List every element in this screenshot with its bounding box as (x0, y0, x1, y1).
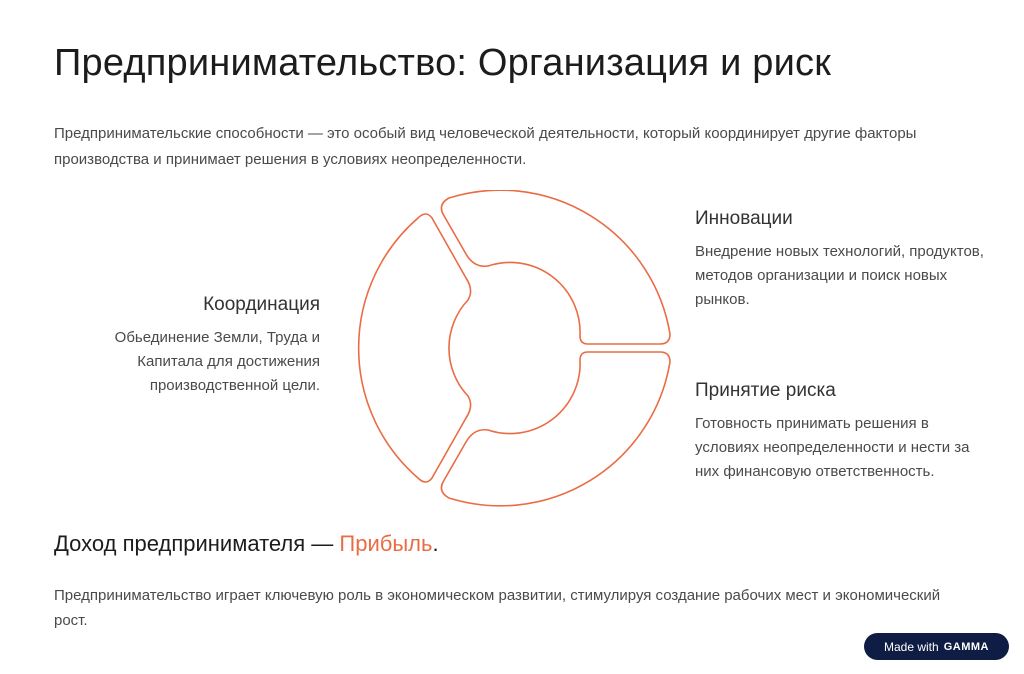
page-title: Предпринимательство: Организация и риск (54, 42, 832, 84)
risk-text: Готовность принимать решения в условиях неопределенности и нести за них финансовую ответственность. (695, 415, 970, 480)
cycle-diagram-svg (340, 190, 680, 510)
risk-block (695, 380, 995, 484)
innovation-title: Инновации (695, 208, 793, 229)
income-prefix: Доход предпринимателя — (54, 531, 340, 556)
innovation-text: Внедрение новых технологий, продуктов, методов организации и поиск новых рынков. (695, 243, 984, 308)
coordination-block (90, 294, 320, 398)
segment-coordination (359, 214, 471, 482)
intro-paragraph: Предпринимательские способности — это особый вид человеческой деятельности, который координирует другие факторы производства и принимает решения в условиях неопределенности. (54, 125, 917, 168)
coordination-text: Обьединение Земли, Труда и Капитала для достижения производственной цели. (114, 329, 320, 394)
segment-risk (441, 352, 670, 506)
segment-innovation (441, 190, 670, 344)
gamma-logo: GAMMA (943, 640, 989, 653)
outro-paragraph: Предпринимательство играет ключевую роль в экономическом развитии, стимулируя создание рабочих мест и экономический рост. (54, 587, 941, 629)
risk-title: Принятие риска (695, 380, 836, 401)
income-heading (54, 531, 439, 557)
made-with-gamma-badge[interactable] (864, 633, 1009, 660)
coordination-title: Координация (203, 294, 320, 315)
innovation-block (695, 208, 985, 312)
income-highlight: Прибыль (339, 531, 433, 556)
cycle-diagram (340, 190, 680, 510)
income-suffix: . (432, 531, 439, 556)
badge-made-with: Made with (884, 639, 939, 654)
